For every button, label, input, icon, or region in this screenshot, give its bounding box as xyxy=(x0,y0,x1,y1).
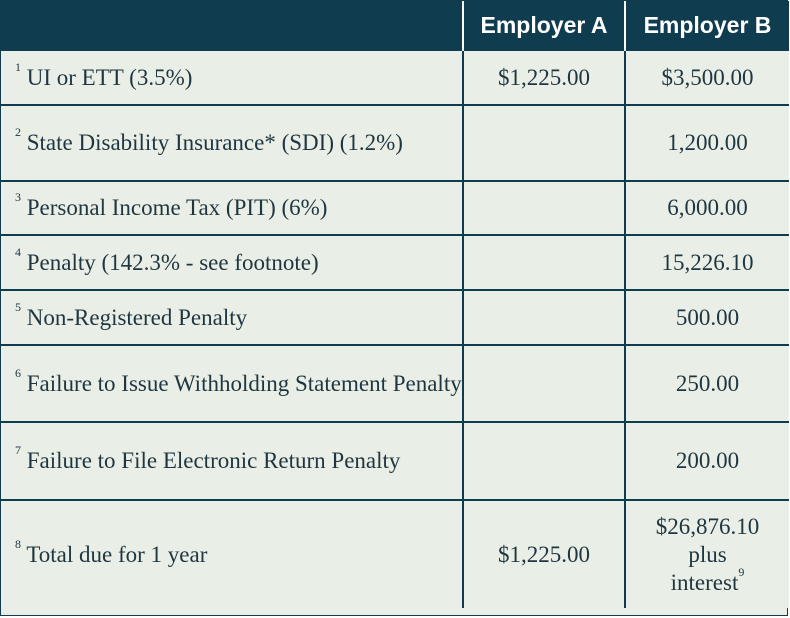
row-label xyxy=(1,290,463,345)
row-label-text: State Disability Insurance* (SDI) (1.2%) xyxy=(26,130,403,155)
employer-a-value xyxy=(463,235,625,290)
row-label-text: Penalty (142.3% - see footnote) xyxy=(26,249,319,275)
footnote-number: 4 xyxy=(15,244,21,259)
header-row xyxy=(1,1,789,50)
footnote-number: 8 xyxy=(15,536,21,551)
table-row xyxy=(1,235,789,290)
interest-label: interest xyxy=(670,569,739,595)
employer-b-value: 1,200.00 xyxy=(625,105,789,181)
table-row xyxy=(1,50,789,105)
total-plus: plus xyxy=(688,541,727,567)
employer-b-value: $3,500.00 xyxy=(625,50,789,105)
header-blank-cell xyxy=(1,1,463,50)
footnote-number: 2 xyxy=(15,125,21,139)
footnote-number: 9 xyxy=(738,564,745,579)
employer-b-value: 6,000.00 xyxy=(625,181,789,235)
employer-a-value xyxy=(463,422,625,500)
row-label xyxy=(1,500,463,608)
row-label xyxy=(1,50,463,105)
row-label-text: Failure to File Electronic Return Penalty xyxy=(26,448,401,473)
row-label-text: Total due for 1 year xyxy=(26,541,208,567)
total-amount: $26,876.10 xyxy=(655,513,760,539)
employer-a-value xyxy=(463,105,625,181)
employer-a-value xyxy=(463,290,625,345)
employer-a-value: $1,225.00 xyxy=(463,50,625,105)
employer-a-value: $1,225.00 xyxy=(463,500,625,608)
table-row xyxy=(1,345,789,422)
row-label xyxy=(1,345,463,422)
employer-b-total-value xyxy=(625,500,789,608)
footnote-number: 6 xyxy=(15,365,21,380)
row-label-text: Personal Income Tax (PIT) (6%) xyxy=(26,195,328,220)
table-row xyxy=(1,105,789,181)
row-label xyxy=(1,235,463,290)
employer-a-value xyxy=(463,181,625,235)
row-label-text: Failure to Issue Withholding Statement Penalty xyxy=(26,370,462,396)
employer-b-value: 250.00 xyxy=(625,345,789,422)
comparison-table xyxy=(1,1,789,608)
footnote-number: 7 xyxy=(15,443,21,457)
total-interest xyxy=(626,564,789,597)
table-row-total xyxy=(1,500,789,608)
row-label xyxy=(1,105,463,181)
row-label-text: UI or ETT (3.5%) xyxy=(26,64,193,90)
employer-a-value xyxy=(463,345,625,422)
employer-b-value: 500.00 xyxy=(625,290,789,345)
table-row xyxy=(1,290,789,345)
employer-b-value: 200.00 xyxy=(625,422,789,500)
footnote-number: 1 xyxy=(15,59,21,74)
footnote-number: 5 xyxy=(15,299,21,314)
row-label xyxy=(1,181,463,235)
table-row xyxy=(1,181,789,235)
table-row xyxy=(1,422,789,500)
footnote-number: 3 xyxy=(15,190,21,204)
header-employer-b: Employer B xyxy=(625,1,789,50)
row-label-text: Non-Registered Penalty xyxy=(26,304,248,330)
row-label xyxy=(1,422,463,500)
header-employer-a: Employer A xyxy=(463,1,625,50)
employer-b-value: 15,226.10 xyxy=(625,235,789,290)
